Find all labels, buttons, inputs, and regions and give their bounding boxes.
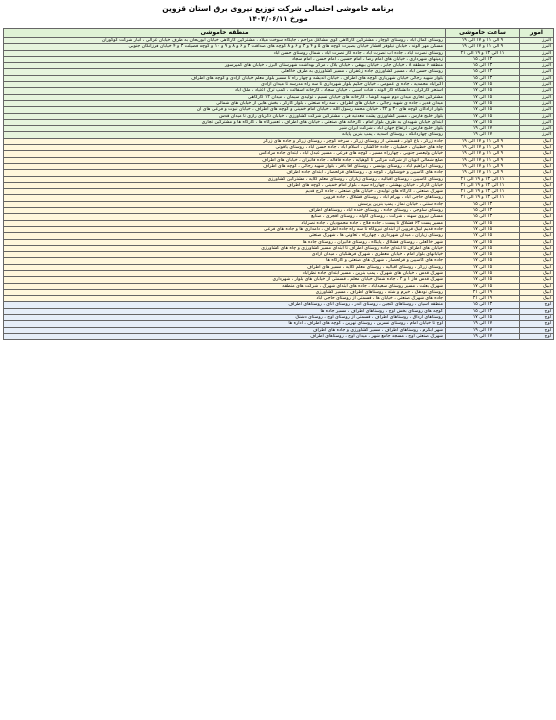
cell-desc: جاده های شهرک صنعتی ، خیابان ها ، قسمتی از روستای حاجی آباد (4, 296, 446, 302)
cell-desc: جاده سنتی ، خیابان نماز ، پمپ بنزین پرسش (4, 201, 446, 207)
cell-area: آبیک (520, 226, 554, 232)
cell-area: آبیک (520, 138, 554, 144)
page-title: برنامه خاموشی احتمالی شرکت توزیع نیروی برق استان قزوین (162, 4, 394, 13)
cell-time: ۱۱ الی ۱۳ و ۱۹ الی ۲۱ (446, 50, 520, 56)
cell-area: آبیک (520, 296, 554, 302)
cell-desc: میدان قدیر ، جاده ی شهید رجائی ، خیابان های اطراف ، سه راه صنعتی ، بلوار کارگر ، بخش هایی از خیابان های شمالی (4, 100, 446, 106)
cell-area: البرز (520, 50, 554, 56)
cell-desc: شهرک بعثت ، مسیر روستای سعیدآباد ، جاده های ابتدای شهرک ، شرکت های منطقه (4, 283, 446, 289)
cell-desc: روستای ابراهیم آباد ، روستای یونسی ، روستای آقا باقر ، بلوار شهید رجائی ، کوچه های اطراف (4, 163, 446, 169)
cell-time: ۱۵ الی ۱۷ (446, 258, 520, 264)
cell-desc: چاه های خطیبان ، خطیبان ، جاده خاکشان ، اسلام آباد ، جاده حسن آباد ، روستای یاقوتی (4, 145, 446, 151)
cell-time: ۱۳ الی ۱۵ (446, 201, 520, 207)
cell-area: آبیک (520, 214, 554, 220)
cell-time: ۱۵ الی ۱۷ (446, 245, 520, 251)
cell-area: آبیک (520, 277, 554, 283)
cell-area: البرز (520, 132, 554, 138)
cell-desc: مسکن مهر الوند ، خیابان نیلوفر اقشار خیابان بصیرت کوچه های ۵ و ۴ و ۳ و ۶ و ۸ کوچه های صداقت ۳ و ۶ و ۸ و ۹ و ۱۰ و کوچه فضیلت ۳ و ۴ خیابان فرزانگان جنوبی (4, 44, 446, 50)
cell-desc: بلوار شهید رجائی خیابان شهریاری کوچه های اطراف ، خیابان اندیشه و چهار راه تا مسیر بلوار معلم خیابان آزادی و کوچه های اطراف (4, 75, 446, 81)
cell-area: البرز (520, 63, 554, 69)
cell-time: ۹ الی ۱۱ و ۱۷ الی ۱۹ (446, 138, 520, 144)
cell-area: آبیک (520, 176, 554, 182)
cell-area: البرز (520, 113, 554, 119)
cell-area: آبیک (520, 189, 554, 195)
cell-desc: شهر آبگرم ، روستاهای اطراف ، مسیر کشاورزی و جاده های اطراف (4, 327, 446, 333)
cell-time: ۱۵ الی ۱۷ (446, 270, 520, 276)
cell-area: البرز (520, 75, 554, 81)
cell-desc: روستاهای حاجی آباد ، بهرام آباد ، روستای قشلاق ، جاده قزوین (4, 195, 446, 201)
cell-time: ۹ الی ۱۱ و ۱۷ الی ۱۹ (446, 38, 520, 44)
table-body (4, 38, 554, 340)
cell-time: ۱۵ الی ۱۷ (446, 239, 520, 245)
cell-desc: زمینهای شهرداری ، خیابان های امام رضا ، امام حسین ، امام حسن ، امام سجاد (4, 56, 446, 62)
cell-time: ۱۵ الی ۱۷ (446, 94, 520, 100)
cell-time: ۱۷ الی ۱۹ (446, 126, 520, 132)
cell-desc: شهرک قدس فاز ۱ و ۲ ، جاده شمال خیابان معلم ، قسمتی از خیابان های بلوار ، شهرداری (4, 277, 446, 283)
cell-area: آبیک (520, 220, 554, 226)
cell-area: آبیک (520, 264, 554, 270)
cell-time: ۹ الی ۱۱ و ۱۷ الی ۱۹ (446, 163, 520, 169)
cell-time: ۱۵ الی ۱۷ (446, 113, 520, 119)
cell-desc: روستای زرگر ، روستای اقبالیه ، روستای معلم کلایه ، مسیر های اطراف (4, 264, 446, 270)
cell-time: ۱۵ الی ۱۷ (446, 277, 520, 283)
cell-desc: جاده های کاسپین و قزلحصار ، شهرک های صنعتی و کارگاه ها (4, 258, 446, 264)
cell-area: آبیک (520, 233, 554, 239)
column-header-time: ساعت خاموشی (446, 29, 520, 38)
cell-area: البرز (520, 94, 554, 100)
column-header-area: امور (520, 29, 554, 38)
cell-time: ۱۳ الی ۱۵ (446, 214, 520, 220)
cell-time: ۱۳ الی ۱۵ (446, 208, 520, 214)
column-header-desc: منطقه خاموشی (4, 29, 446, 38)
cell-desc: منطقه ۶ منطقه ۸ ، خیابان جابر ، خیابان بیهقی ، خیابان بلال ، مرکز بهداشت شهرستان البرز ، خیابان های کمپرسور (4, 63, 446, 69)
cell-time: ۱۵ الی ۱۷ (446, 88, 520, 94)
cell-desc: شهرک صنعتی ، کارگاه های تولیدی ، خیابان های صنعتی ، جاده کرج قدیم (4, 189, 446, 195)
cell-area: آبیک (520, 163, 554, 169)
cell-desc: اکبرآباد محمدیه ، جاده ی عمومی ، خیابان حکیم بلوار شهرداری تا سه راه مدرسه تا میدان آزادی (4, 82, 446, 88)
cell-time: ۹ الی ۱۱ و ۱۷ الی ۱۹ (446, 145, 520, 151)
outage-table (3, 28, 554, 340)
cell-desc: روستاهای ارداق ، روستاهای اطراف ، قسمتی از روستای آوج ، روستای دشتک (4, 315, 446, 321)
table-row (4, 333, 554, 339)
cell-desc: روستای زیاران ، میدان شهرداری ، چهارراه ، تعاونی ها ، شهرک صنعتی (4, 233, 446, 239)
cell-area: آبیک (520, 170, 554, 176)
cell-area: آبیک (520, 157, 554, 163)
cell-time: ۹ الی ۱۱ و ۱۷ الی ۱۹ (446, 151, 520, 157)
cell-desc: خیابان کارگر ، خیابان بهشتی ، چهارراه سپه ، بلوار امام خمینی ، کوچه های اطراف (4, 182, 446, 188)
cell-desc: مسکن نیروی سهند ، شرکت ، روستای گاوله ، روستای آقجری ، صنایع (4, 214, 446, 220)
cell-time: ۱۳ الی ۱۵ (446, 308, 520, 314)
cell-desc: کوچه های روستای بخش آوج ، روستاهای اطراف ، مسیر جاده ها (4, 308, 446, 314)
cell-desc: جاده زرگر ، باغ کوثر ، قسمتی از روستای زرگر ، سرخه کوچر ، روستای زرگر و جاده های زرگر (4, 138, 446, 144)
cell-area: آبیک (520, 151, 554, 157)
cell-time: ۱۳ الی ۱۵ (446, 63, 520, 69)
cell-area: آبیک (520, 239, 554, 245)
cell-area: آوج (520, 327, 554, 333)
cell-time: ۱۷ الی ۱۹ (446, 132, 520, 138)
cell-time: ۱۵ الی ۱۷ (446, 100, 520, 106)
cell-time: ۱۱ الی ۱۳ و ۱۹ الی ۲۱ (446, 189, 520, 195)
cell-desc: روستای نودهک ، خیرم و شته ، روستاهای اطراف ، مسیر کشاورزی (4, 289, 446, 295)
cell-desc: خیابان ولیعصر جنوبی ، چهارراه مسیر ، کوچه های فرعی ، مسیر عبدل آباد ، ابتدای جاده مرادکس (4, 151, 446, 157)
cell-time: ۱۷ الی ۱۹ (446, 333, 520, 339)
cell-time: ۱۱ الی ۱۳ و ۱۹ الی ۲۱ (446, 182, 520, 188)
cell-time: ۱۵ الی ۱۷ (446, 220, 520, 226)
cell-desc: بلوار خلیج فارس ، مسیر کشاورزی پشت معدنیه قی ، مشترکین شرکت کشاورزی ، خیابان ذکریای رازی تا میدان قدس (4, 113, 446, 119)
cell-area: آبیک (520, 258, 554, 264)
cell-time: ۱۵ الی ۱۷ (446, 82, 520, 88)
cell-time: ۱۷ الی ۱۹ (446, 321, 520, 327)
cell-time: ۱۵ الی ۱۷ (446, 264, 520, 270)
cell-time: ۱۵ الی ۱۷ (446, 252, 520, 258)
cell-time: ۱۱ الی ۱۳ و ۱۹ الی ۲۱ (446, 176, 520, 182)
cell-desc: بلوار آزادگان کوچه های ۳۰ و ۳۲ ، خیابان محمد رسول الله ، خیابان امام خمینی و کوچه های اطراف ، خیابان نبوت و فرعی های آن (4, 107, 446, 113)
cell-area: البرز (520, 44, 554, 50)
cell-desc: مسیر پست ۶۳ قشلاق تا پست ، جاده فلاح ، جاده محمودیان ، جاده نصرآباد (4, 220, 446, 226)
cell-area: البرز (520, 82, 554, 88)
cell-desc: منطقه آسیان ، روستاهای کنجین ، روستای اندر ، روستای آنای ، روستاهای اطراف (4, 302, 446, 308)
page-date: مورخ ۱۴۰۴/۰۶/۱۱ (248, 15, 308, 23)
cell-desc: آوج تا خیابان امام ، روستای نسرین ، روستای نهرین ، کوچه های اطراف ، اداره ها (4, 321, 446, 327)
cell-desc: روستای نصرت آباد ، جاده آب نصرت آباد ، جاده گاز نصرت آباد ، شمال روستای حسن آباد (4, 50, 446, 56)
cell-desc: خیابانهای بلوار امام ، خیابان معطری ، شهرک فرهنگیان ، میدان آزادی (4, 252, 446, 258)
cell-time: ۱۷ الی ۱۹ (446, 327, 520, 333)
cell-area: آبیک (520, 245, 554, 251)
cell-desc: شهر خاکعلی ، روستای قشلاق ، پایگاه ، روستای فاتیزان ، روستای جاده ها (4, 239, 446, 245)
cell-area: آبیک (520, 283, 554, 289)
cell-desc: ضلع شمالی اتوبان از شرکت مرکبی تا کوهپایه ، جاده قاقاله ، جاده فاتیزان ، خیابان های اطراف (4, 157, 446, 163)
cell-desc: روستای کاسپین ، روستای اقبالیه ، روستای زیاران ، روستای معلم کلایه ، مشترکین کشاورزی (4, 176, 446, 182)
cell-area: البرز (520, 56, 554, 62)
cell-desc: شهرک صنعتی آوج ، مسجد جامع شهر ، میدان آوج ، روستاهای اطراف (4, 333, 446, 339)
cell-time: ۱۳ الی ۱۵ (446, 56, 520, 62)
cell-time: ۱۵ الی ۱۷ (446, 315, 520, 321)
cell-desc: مشترکین تجاری میدان دوم شهید کوشا ، کارخانه های خیابان نسیم ، تولیدی سیمان ، میدان ۱۲ کارگاهی (4, 94, 446, 100)
cell-desc: روستای کمال آباد ، روستای کوچار ، مشترکین کارگاهی کوی مشاغل مزاحم ، جایگاه سوخت میلاد ، مشترکین کارگاهی خیابان ابوریحان به طرف خیابان غزالی ، انبار شرکت گوگوران (4, 38, 446, 44)
cell-area: آبیک (520, 195, 554, 201)
cell-time: ۱۱ الی ۱۳ و ۱۹ الی ۲۱ (446, 195, 520, 201)
cell-desc: جاده های کاسپین و خوشگوار ، کوچه ی ، روستاهای قزلحصار ، ابتدای جاده اطراف (4, 170, 446, 176)
cell-area: آبیک (520, 208, 554, 214)
cell-area: البرز (520, 69, 554, 75)
cell-time: ۱۳ الی ۱۵ (446, 75, 520, 81)
cell-desc: روستای حسن آباد ، مسیر کشاورزی جاده زعفران ، مسیر کشاورزی به طرف خاکعلی (4, 69, 446, 75)
cell-time: ۱۵ الی ۱۷ (446, 107, 520, 113)
cell-area: آبیک (520, 145, 554, 151)
cell-desc: استخر کارگران ، دانشگاه کار الوند ، قنات اسبی ، خیابان سجاد ، کارخانه آسفالت ، کمپ ترک اعتیاد ، ملک آباد (4, 88, 446, 94)
cell-time: ۱۳ الی ۱۵ (446, 302, 520, 308)
cell-time: ۱۵ الی ۱۷ (446, 283, 520, 289)
header (0, 0, 556, 24)
cell-time: ۱۹ الی ۲۱ (446, 296, 520, 302)
cell-desc: ابتدای خیابان شهیدان به طرف بلوار امام ، کارخانه های صنعتی ، خیابان های اطراف ، تعمیرگاه ها ، کارگاه ها و مشترکین تجاری (4, 119, 446, 125)
cell-area: البرز (520, 107, 554, 113)
cell-area: آبیک (520, 252, 554, 258)
cell-area: آبیک (520, 201, 554, 207)
cell-area: آوج (520, 308, 554, 314)
cell-area: البرز (520, 126, 554, 132)
table-header-row (4, 29, 554, 38)
cell-time: ۱۹ الی ۲۱ (446, 289, 520, 295)
cell-area: البرز (520, 119, 554, 125)
cell-area: آوج (520, 315, 554, 321)
cell-area: آوج (520, 321, 554, 327)
cell-time: ۹ الی ۱۱ و ۱۷ الی ۱۹ (446, 44, 520, 50)
cell-time: ۱۵ الی ۱۷ (446, 226, 520, 232)
cell-time: ۱۳ الی ۱۵ (446, 69, 520, 75)
cell-desc: شهرک قدس ، خیابان های شهرک ، پمپ بنزین ، مسیر ابتدای جاده نظرآباد (4, 270, 446, 276)
cell-area: آبیک (520, 289, 554, 295)
cell-desc: بلوار خلیج فارس ، ارتفاع جهان آباد ، شرکت ایران شیر (4, 126, 446, 132)
cell-area: البرز (520, 100, 554, 106)
cell-time: ۱۵ الی ۱۷ (446, 119, 520, 125)
cell-desc: خیابان های اطراف تا ابتدای جاده روستای اطراف تا ابتدای مسیر کشاورزی و چاه های کشاورزی (4, 245, 446, 251)
cell-area: آبیک (520, 270, 554, 276)
cell-area: البرز (520, 38, 554, 44)
cell-time: ۹ الی ۱۱ و ۱۷ الی ۱۹ (446, 170, 520, 176)
cell-desc: روستای ساوجی ، روستای جاده ، روستای خنده آباد ، روستاهای اطراف (4, 208, 446, 214)
cell-time: ۹ الی ۱۱ و ۱۷ الی ۱۹ (446, 157, 520, 163)
cell-desc: جاده قدیم آبیک قزوین از ابتدای نیروگاه تا سه راه جاده اطراف ، دامداری ها و جاده های فرعی (4, 226, 446, 232)
cell-area: آوج (520, 333, 554, 339)
cell-area: آوج (520, 302, 554, 308)
cell-desc: روستای چهاردانگه ، روستای اسدیه ، پمپ بنزین پایانه (4, 132, 446, 138)
cell-area: البرز (520, 88, 554, 94)
cell-time: ۱۵ الی ۱۷ (446, 233, 520, 239)
cell-area: آبیک (520, 182, 554, 188)
